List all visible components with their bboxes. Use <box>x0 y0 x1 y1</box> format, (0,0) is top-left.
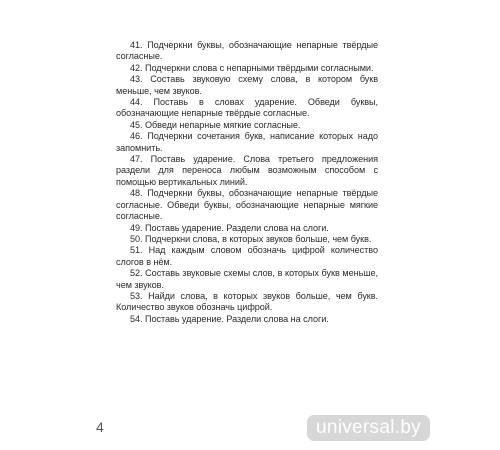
task-45: 45. Обведи непарные мягкие согласные. <box>130 119 301 130</box>
task-41: 41. Подчеркни буквы, обозначающие непарные твёрдые согласные. <box>116 40 378 62</box>
task-50: 50. Подчеркни слова, в которых звуков больше, чем букв. <box>130 233 372 244</box>
task-47: 47. Поставь ударение. Слова третьего предложения раздели для переноса любым возможным способом с помощью вертикальных линий. <box>116 154 378 187</box>
task-44: 44. Поставь в словах ударение. Обведи буквы, обозначающие непарные твёрдые согласные. <box>116 97 378 119</box>
task-42: 42. Подчеркни слова с непарными твёрдыми согласными. <box>130 62 374 73</box>
watermark-badge <box>307 415 430 441</box>
watermark-text: universal.by <box>316 417 421 438</box>
task-list <box>116 40 378 325</box>
task-46: 46. Подчеркни сочетания букв, написание которых надо запомнить. <box>116 131 378 153</box>
task-43: 43. Составь звуковую схему слова, в котором букв меньше, чем звуков. <box>116 74 378 96</box>
task-52: 52. Составь звуковые схемы слов, в которых букв меньше, чем звуков. <box>116 268 378 290</box>
task-48: 48. Подчеркни буквы, обозначающие непарные твёрдые согласные. Обведи буквы, обозначающие непарные мягкие согласные. <box>116 188 378 222</box>
page-number: 4 <box>96 419 104 435</box>
task-53: 53. Найди слова, в которых звуков больше, чем букв. Количество звуков обозначь цифрой. <box>116 290 378 313</box>
task-49: 49. Поставь ударение. Раздели слова на слоги. <box>130 222 329 233</box>
task-54: 54. Поставь ударение. Раздели слова на слоги. <box>130 313 329 324</box>
task-51: 51. Над каждым словом обозначь цифрой количество слогов в нём. <box>116 245 378 267</box>
